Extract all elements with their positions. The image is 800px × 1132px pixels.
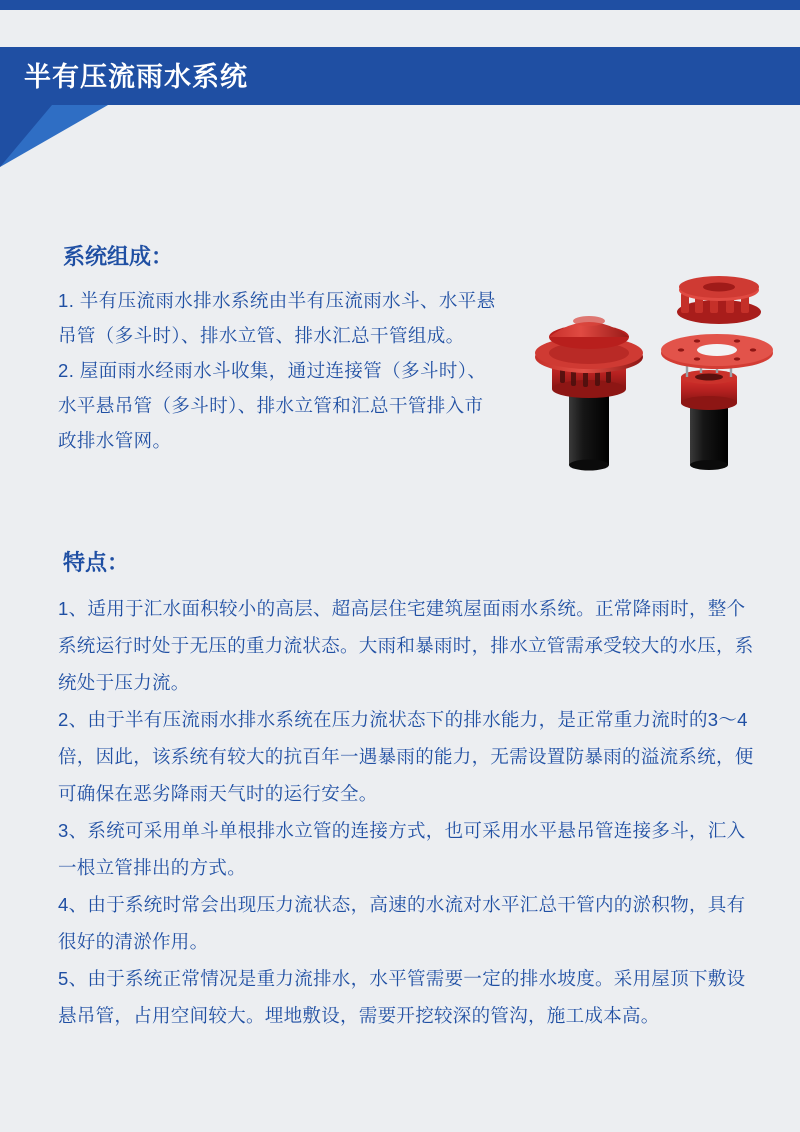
paragraph: 4、由于系统时常会出现压力流状态，高速的水流对水平汇总干管内的淤积物，具有很好的清淤作用。 (58, 894, 746, 952)
paragraph: 1. 半有压流雨水排水系统由半有压流雨水斗、水平悬吊管（多斗时）、排水立管、排水汇总干管组成。 (58, 290, 496, 346)
section-body-composition (58, 283, 498, 458)
page-title: 半有压流雨水系统 (24, 62, 248, 92)
exploded-drain (661, 276, 773, 470)
paragraph: 1、适用于汇水面积较小的高层、超高层住宅建筑屋面雨水系统。正常降雨时，整个系统运行时处于无压的重力流状态。大雨和暴雨时，排水立管需承受较大的水压，系统处于压力流。 (58, 598, 754, 693)
assembled-drain (535, 316, 643, 471)
top-blue-rule (0, 0, 800, 10)
paragraph: 3、系统可采用单斗单根排水立管的连接方式，也可采用水平悬吊管连接多斗，汇入一根立管排出的方式。 (58, 820, 746, 878)
paragraph: 2. 屋面雨水经雨水斗收集，通过连接管（多斗时）、水平悬吊管（多斗时）、排水立管和汇总干管排入市政排水管网。 (58, 360, 487, 451)
header-ribbon-dark (0, 105, 52, 167)
section-heading-composition: 系统组成： (63, 244, 174, 269)
roof-drain-illustration (505, 265, 790, 480)
paragraph: 2、由于半有压流雨水排水系统在压力流状态下的排水能力，是正常重力流时的3～4倍，因此，该系统有较大的抗百年一遇暴雨的能力，无需设置防暴雨的溢流系统，便可确保在恶劣降雨天气时的运行安全。 (58, 709, 754, 804)
section-body-features (58, 590, 758, 1034)
section-heading-features: 特点： (63, 550, 130, 575)
paragraph: 5、由于系统正常情况是重力流排水，水平管需要一定的排水坡度。采用屋顶下敷设悬吊管，占用空间较大。埋地敷设，需要开挖较深的管沟，施工成本高。 (58, 968, 746, 1026)
